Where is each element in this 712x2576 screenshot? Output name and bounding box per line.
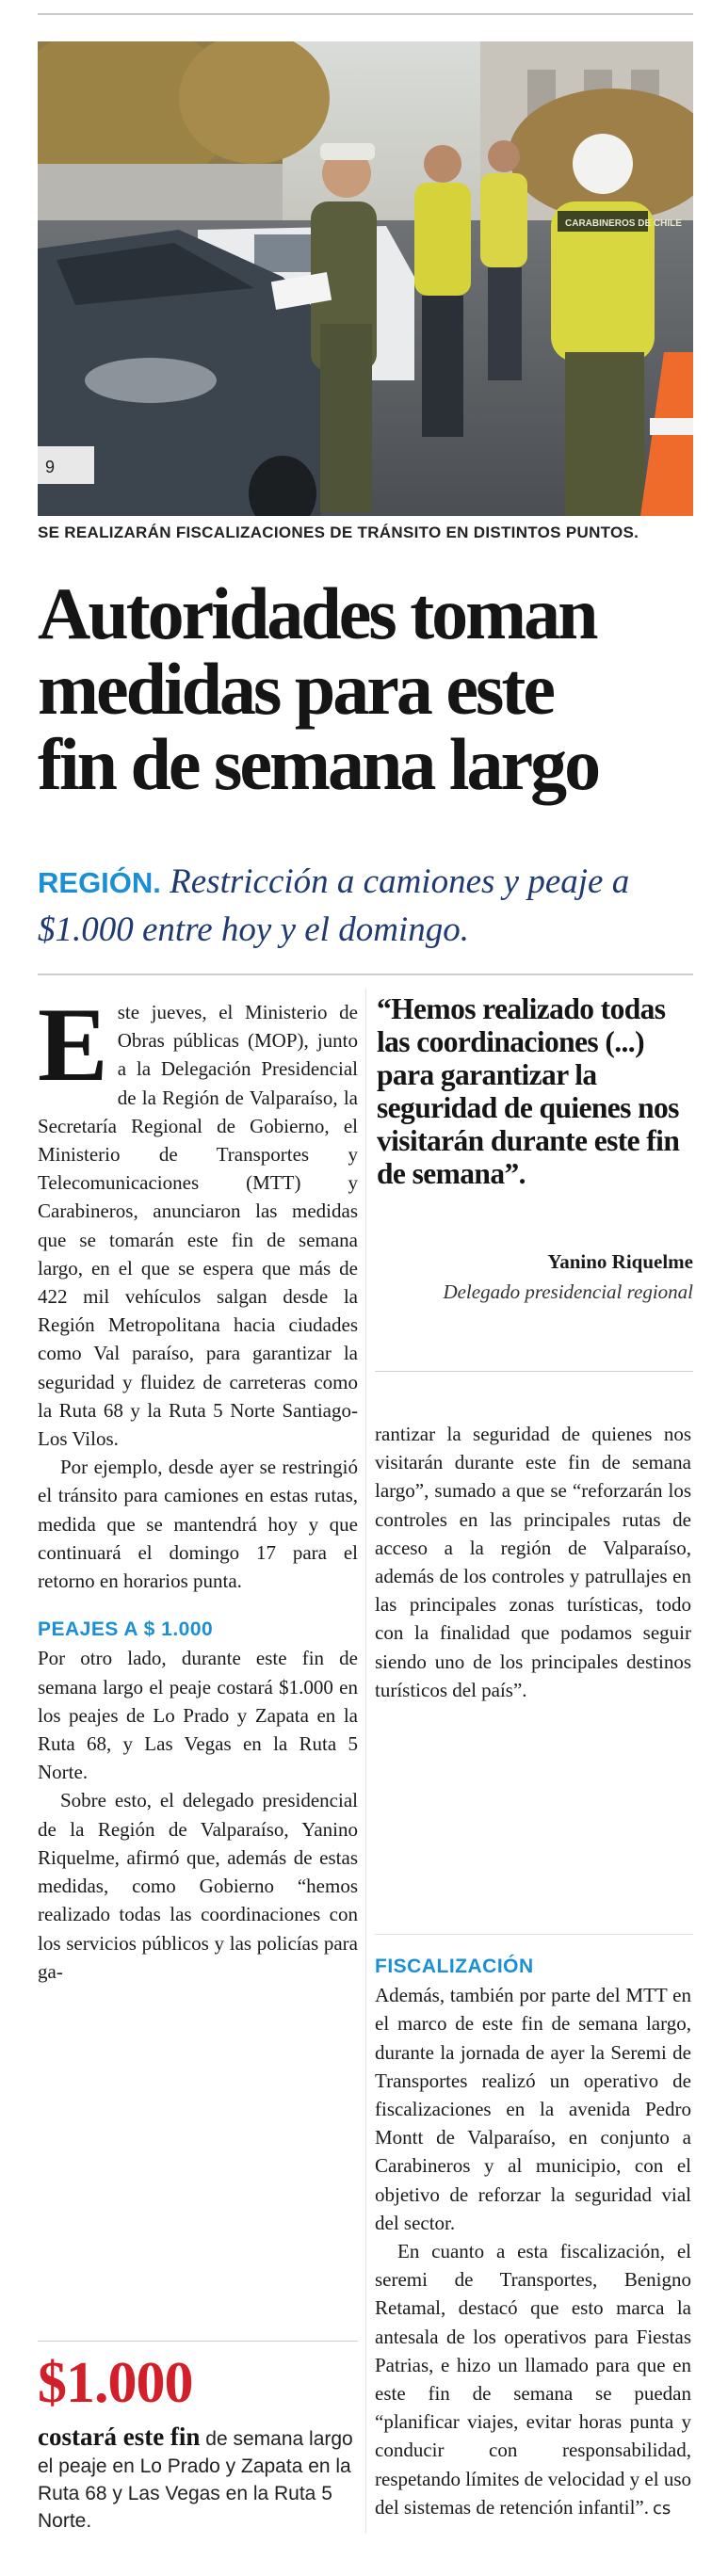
column-1	[38, 987, 358, 1986]
fact-lead: costará este fin	[38, 2423, 201, 2451]
quote-author-role: Delegado presidencial regional	[443, 1280, 693, 1303]
headline-line-2: medidas para este	[38, 648, 553, 730]
paragraph-7	[375, 2237, 691, 2523]
headline-line-3: fin de semana largo	[38, 723, 599, 805]
quote-author: Yanino Riquelme	[547, 1250, 693, 1273]
plate-text: 9	[45, 458, 56, 476]
deck-label: REGIÓN.	[38, 866, 161, 899]
fact-text	[38, 2423, 358, 2535]
deck	[38, 859, 678, 954]
paragraph-3: Por otro lado, durante este fin de semana largo el peaje costará $1.000 en los peajes de Lo Prado y Zapata en la Ruta 68, y Las Vegas en la Ruta 5 Norte.	[38, 1647, 358, 1784]
article-photo	[38, 41, 693, 516]
traffic-checkpoint-photo	[38, 41, 693, 516]
paragraph-2: Por ejemplo, desde ayer se restringió el tránsito para camiones en estas rutas, medida que se mantendrá hoy y que continuará el domingo 17 para el retorno en horarios punta.	[38, 1456, 358, 1593]
paragraph-6: Además, también por parte del MTT en el marco de este fin de semana largo, durante la jornada de ayer la Seremi de Transportes realizó un operativo de fiscalizaciones en la avenida Pedro Montt de Valparaíso, en conjunto a Carabineros y al municipio, con el objetivo de reforzar la seguridad vial del sector.	[375, 1984, 691, 2234]
column-3	[375, 1953, 691, 2523]
headline-line-1: Autoridades toman	[38, 572, 596, 654]
fact-body: de semana largo el peaje en Lo Prado y Zapata en la Ruta 68 y Las Vegas en la Ruta 5 Norte.	[38, 2428, 353, 2532]
subhead-fiscalizacion: FISCALIZACIÓN	[375, 1956, 534, 1977]
paragraph-1-text: ste jueves, el Ministerio de Obras públicas (MOP), junto a la Delegación Presidencial de la Región de Valparaíso, la Secretaría Regional de Gobierno, el Ministerio de Transportes y Telecomunicaciones (MTT) y Carabineros, anunciaron las medidas que se tomarán este fin de semana largo, en el que se espera que más de 422 mil vehículos salgan desde la Región Metropolitana hacia ciudades como Val paraíso, para garantizar la seguridad y fluidez de carreteras como la Ruta 68 y la Ruta 5 Norte Santiago-Los Vilos.	[38, 1001, 358, 1451]
pull-quote: “Hemos realizado todas las coordinaciones (...) para garantizar la seguridad de quienes nos visitarán durante este fin de semana”.	[377, 992, 680, 1190]
fact-figure: $1.000	[38, 2351, 193, 2415]
paragraph-5: rantizar la seguridad de quienes nos visitarán durante este fin de semana largo”, sumado a que se “reforzarán los controles en las principales rutas de acceso a la región de Valparaíso, además de los controles y patrullajes en las principales zonas turísticas, todo con la finalidad que podamos seguir siendo uno de los principales destinos turísticos del país”.	[375, 1423, 691, 1701]
photo-caption: SE REALIZARÁN FISCALIZACIONES DE TRÁNSITO EN DISTINTOS PUNTOS.	[38, 523, 639, 541]
paragraph-1	[38, 987, 358, 1453]
vest-text: CARABINEROS DE CHILE	[565, 218, 682, 229]
subhead-peajes: PEAJES A $ 1.000	[38, 1618, 214, 1641]
paragraph-4: Sobre esto, el delegado presidencial de la Región de Valparaíso, Yanino Riquelme, afirmó que, además de estas medidas, como Gobierno “hemos realizado todas las coordinaciones con los servicios públicos y las policías para ga-	[38, 1789, 358, 1983]
column-2	[375, 1420, 691, 1704]
paragraph-7-text: En cuanto a esta fiscalización, el seremi de Transportes, Benigno Retamal, destacó que esto marca la antesala de los operativos para Fiestas Patrias, e hizo un llamado para que en este fin de semana se puedan “planificar viajes, evitar horas punta y conducir con responsabilidad, respetando límites de velocidad y el uso del sistemas de retención infantil”.	[375, 2240, 691, 2519]
top-rule	[38, 13, 693, 15]
quote-rule	[375, 1371, 693, 1372]
section-rule	[375, 1934, 693, 1935]
dropcap: E	[38, 987, 108, 1103]
fact-rule	[38, 2341, 358, 2342]
end-mark-icon: cs	[653, 2498, 672, 2519]
deck-text: Restricción a camiones y peaje a $1.000 entre hoy y el domingo.	[38, 862, 630, 949]
column-separator	[365, 989, 366, 2533]
headline	[38, 572, 697, 805]
deck-rule	[38, 974, 693, 975]
